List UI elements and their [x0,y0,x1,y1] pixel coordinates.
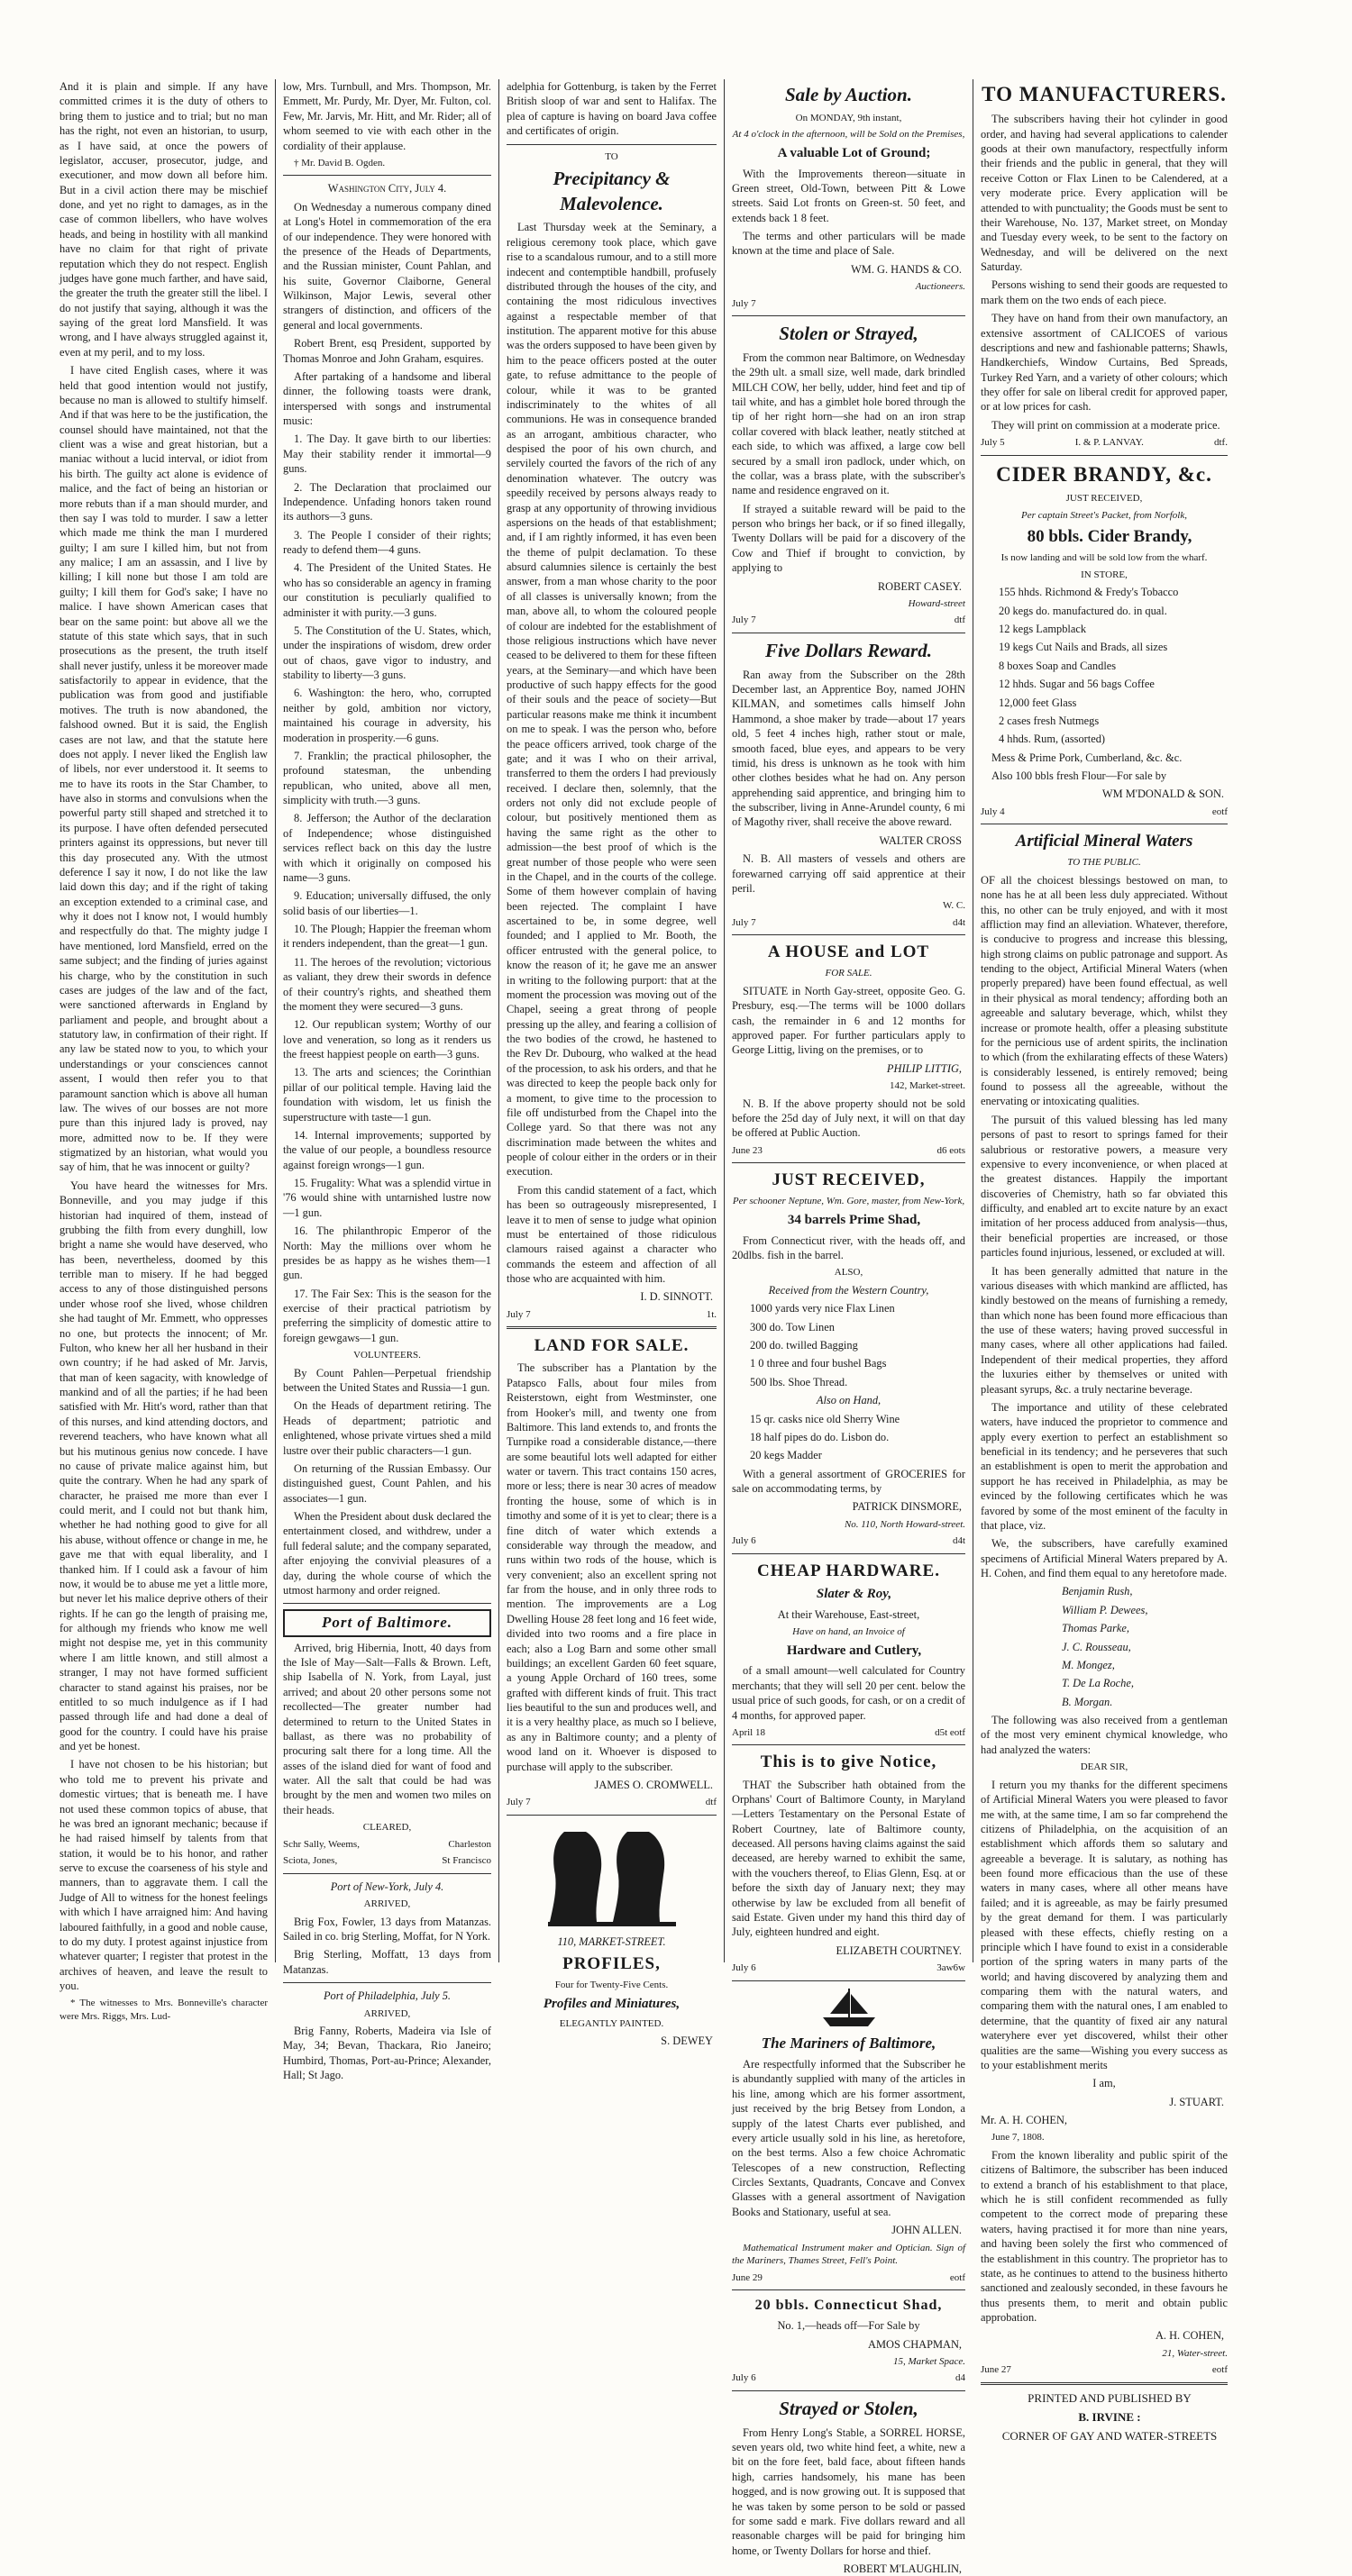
footnote: † Mr. David B. Ogden. [294,157,386,168]
signature: ROBERT M'LAUGHLIN, [843,2562,962,2576]
list-item: 8 boxes Soap and Candles [999,659,1117,672]
date: April 18 [732,1726,765,1738]
insertion-code: d4 [955,2372,965,2384]
toast: 2. The Declaration that proclaimed our Independence. Unfading honors taken round its authors—3 guns. [283,480,491,523]
insertion-code: dtf [954,614,965,626]
vessel: Sciota, Jones, [283,1855,338,1867]
date: June 29 [732,2271,763,2283]
insertion-code: d4t [952,1535,965,1547]
ad-heading: PROFILES, [562,1954,661,1974]
ad-body: The pursuit of this valued blessing has led many persons of past to resort to springs famed for their salubrious or restorative powers, a measure very expensive to every inconvenience, or when placed at the greatest distances. Happily the important discoveries of Chemistry, hath so far obviated this difficulty, and enabled art to excite nature by an exact imitation of her process adduced from analysis—thus, their beneficial properties are increased, or those particles found injurious, lessened, or excluded at will. [981,1113,1228,1260]
toast: 10. The Plough; Happier the freeman whom it renders independent, than the great—1 gun. [283,923,491,951]
list-item: Benjamin Rush, [1062,1585,1133,1598]
toast: 12. Our republican system; Worthy of our love and veneration, so long as it renders us the freest happiest people on earth—3 guns. [283,1018,491,1061]
ad-heading: TO MANUFACTURERS. [982,83,1227,105]
ad-body: From the common near Baltimore, on Wednesday the 29th ult. a small size, well made, dark brindled MILCH COW, her belly, udder, hind feet and tip of tail white, and has a gimblet hole bored through the tip of her right horn—she had on an iron strap collar covered with black leather, neatly stitched at each side, to which was affixed, a large cow bell secured by a small iron padlock, under which, on the collar, was a brass plate, with the subscriber's name and residence engraved on it. [732,350,965,497]
list-item: 20 kegs Madder [750,1449,822,1462]
insertion-code: dtf [705,1797,717,1808]
section-label: ARRIVED, [363,2007,411,2019]
ad-body: With a general assortment of GROCERIES for sale on accommodating terms, by [732,1467,965,1496]
ad-heading: CHEAP HARDWARE. [757,1561,940,1580]
imprint-line: PRINTED AND PUBLISHED BY [1028,2390,1192,2405]
silhouette-profiles-icon [544,1823,680,1931]
ad-line: Per captain Street's Packet, from Norfolk, [1021,509,1187,521]
list-item: 155 hhds. Richmond & Fredy's Tobacco [999,586,1179,599]
ad-body: They will print on commission at a moderate price. [991,418,1220,432]
article-paragraph: When the President about dusk declared the entertainment closed, and withdrew, under a full federal salute; and the company separated, after enjoying the convivial pleasures of a day, during the whole course of which the utmost harmony and order reigned. [283,1510,491,1597]
article-paragraph: After partaking of a handsome and liberal dinner, the following toasts were drank, interspersed with songs and instrumental music: [283,369,491,428]
ad-dateline [981,436,1228,450]
list-item: 2 cases fresh Nutmegs [999,714,1100,727]
ad-line: A valuable Lot of Ground; [777,145,931,160]
insertion-code: d4t [952,916,965,928]
ad-body: Mathematical Instrument maker and Optician. Sign of the Mariners, Thames Street, Fell's Point. [732,2242,965,2267]
signature: S. DEWEY [661,2034,713,2048]
cleared-row [283,1854,491,1868]
ad-body: Are respectfully informed that the Subscriber he is abundantly supplied with many of the articles in his line, among which are his former assortment, just received by the brig Betsey from London, a supply of the latest Charts ever published, and every article usually sold in his line, as heretofore, on the best terms. Also a few choice Achromatic Telescopes of a new construction, Reflecting Circles Sextants, Quadrants, Concave and Convex Glasses with a general assortment of Navigation Books and Stationary, useful at sea. [732,2058,965,2218]
toast: 7. Franklin; the practical philosopher, the profound statesman, the unbending republican, who united, above all men, simplicity with truth.—3 guns. [283,749,491,807]
ad-body: Ran away from the Subscriber on the 28th December last, an Apprentice Boy, named JOHN KILMAN, and sometimes calls himself John Hammond, a shoe maker by trade—about 17 years old, 5 feet 4 inches high, rather stout or male, smooth faced, blue eyes, and appears to be very timid, his dress is unknown as he took with him other clothes besides what he had on. Any person apprehending said apprentice, and bringing him to the subscriber, living in Anne-Arundel county, 6 mi of Magothy river, shall receive the above reward. [732,668,965,829]
ad-heading: CIDER BRANDY, &c. [996,462,1212,486]
vessel: Schr Sally, Weems, [283,1838,360,1850]
article-paragraph: Brig Fox, Fowler, 13 days from Matanzas. Sailed in co. brig Sterling, Moffat, for N York. [283,1915,491,1943]
section-label: CLEARED, [362,1822,412,1834]
ad-body: From Connecticut river, with the heads off, and 20dlbs. fish in the barrel. [732,1233,965,1262]
list-item: 4 hhds. Rum, (assorted) [999,733,1106,746]
ad-heading: Stolen or Strayed, [779,323,918,345]
insertion-code: 3aw6w [936,1962,965,1974]
article-paragraph: From this candid statement of a fact, which has been so outrageously misrepresented, I leave it to men of sense to judge what opinion must be entertained of those ridiculous clamours raised against a character who commands the esteem and affection of all those who are acquainted with him. [507,1183,717,1286]
divider [732,2390,965,2391]
ad-line: Mr. A. H. COHEN, [981,2114,1068,2126]
article-paragraph: By Count Pahlen—Perpetual friendship between the United States and Russia—1 gun. [283,1366,491,1395]
signature-initials: W. C. [943,900,965,912]
destination: St Francisco [442,1855,491,1867]
ad-line: DEAR SIR, [1080,1761,1128,1773]
date: June 27 [981,2364,1011,2376]
signature: AMOS CHAPMAN, [868,2337,962,2351]
signature-address: 15, Market Space. [892,2355,965,2367]
signature: ROBERT CASEY. [877,579,962,593]
article-paragraph: On the Heads of department retiring. The Heads of department; patriotic and enlightened, whose private virtues shed a mild lustre over their public characters—1 gun. [283,1399,491,1457]
ad-body: Persons wishing to send their goods are requested to mark them on the two ends of each piece. [981,278,1228,306]
ad-body: The following was also received from a gentleman of the most very eminent chymical knowledge, who had analyzed the waters: [981,1714,1228,1756]
ad-line: ELEGANTLY PAINTED. [559,2017,664,2029]
toast: 11. The heroes of the revolution; victorious as valiant, they drew their swords in defence of their country's rights, and sheathed them the moment they were secured—3 guns. [283,955,491,1013]
insertion-code: eotf [949,2271,965,2283]
list-item: B. Morgan. [1062,1695,1113,1708]
signature: JAMES O. CROMWELL. [594,1778,713,1791]
divider [283,1982,491,1983]
article-paragraph: Robert Brent, esq President, supported by Thomas Monroe and John Graham, esquires. [283,337,491,365]
ad-line: June 7, 1808. [991,2132,1045,2144]
ad-dateline [732,2271,965,2285]
signature-address: 142, Market-street. [890,1080,965,1092]
divider [732,315,965,316]
list-item: Thomas Parke, [1062,1622,1130,1635]
dateline: Washington City, July 4. [327,182,447,196]
divider [732,1744,965,1745]
ad-line: IN STORE, [1081,569,1128,580]
port-subheading: Port of Philadelphia, July 5. [323,1989,452,2003]
signature: I. & P. LANVAY. [1074,437,1144,449]
ad-dateline [732,1534,965,1548]
toast: 13. The arts and sciences; the Corinthian pillar of our political temple. Having laid the foundation with wisdom, let us finish the superstructure with taste—1 gun. [283,1066,491,1124]
column-1 [52,79,276,2022]
signature: JOHN ALLEN. [891,2224,962,2237]
section-label: VOLUNTEERS. [353,1350,421,1361]
signature: PHILIP LITTIG, [886,1061,962,1075]
date: July 7 [507,1797,531,1808]
list-item: William P. Dewees, [1062,1603,1148,1616]
toast: 16. The philanthropic Emperor of the North: May the millions over whom he presides be as happy as he wishes them—1 gun. [283,1224,491,1282]
ad-line: I am, [1092,2077,1116,2090]
imprint-printer: B. IRVINE : [1078,2409,1141,2424]
article-paragraph: I have not chosen to be his historian; but who told me to prevent his private and domestic virtues; that is beneath me. I have not used these common topics of abuse, that he was bred an ignorant mechanic; because if he had raised himself by talents from that station, it would be to his honor, and rather serve to excuse the coarseness of his style and manners, than to aggravate them. I call the Judge of All to witness for the honest feelings with which I have arraigned him: And having laboured faithfully, in a good and noble cause, to do my duty. I protest against injustice from whatever quarter; I register that protest in the archives of heaven, and leave the result to you. [59,1758,268,1992]
article-paragraph: On Wednesday a numerous company dined at Long's Hotel in commemoration of the era of our independence. They were honored with the presence of the Heads of Departments, and the Russian minister, Count Pahlan, and his suite, Governor Claiborne, General Wilkinson, Major Lewis, several other strangers of distinction, and officers of the general and local governments. [283,200,491,332]
column-3 [499,79,725,2048]
heading-to: TO [605,150,618,162]
ad-line: 80 bbls. Cider Brandy, [1027,527,1192,547]
ad-body: Also 100 bbls fresh Flour—For sale by [991,769,1167,782]
insertion-code: eotf [1211,2364,1228,2376]
date: July 6 [732,2372,756,2384]
ad-body: The importance and utility of these celebrated waters, have induced the proprietor to commence and apply every exertion to perfect an establishment so beneficial in its tendency; and he perseveres that such an establishment is open to merit the approbation and support he has received in Philadelphia, as may be evinced by the following certificates which he was favored by some of the most eminent of the faculty in that place, viz. [981,1400,1228,1532]
ad-heading: This is to give Notice, [760,1752,937,1772]
ad-address: 110, MARKET-STREET. [557,1934,666,1948]
ad-body: The terms and other particulars will be made known at the time and place of Sale. [732,230,965,258]
signature-address: 21, Water-street. [1162,2347,1228,2359]
ad-line: Received from the Western Country, [768,1283,929,1297]
signature: WALTER CROSS [879,833,962,847]
ad-heading: Sale by Auction. [785,84,912,105]
ad-dateline [507,1796,717,1809]
port-heading: Port of Baltimore. [283,1609,491,1636]
section-label: ARRIVED, [363,1898,411,1910]
date: July 4 [981,806,1005,817]
article-heading: Precipitancy & Malevolence. [553,168,671,214]
toast: 17. The Fair Sex: This is the season for the exercise of their practical patriotism by preferring the simplicity of domestic attire to foreign gewgaws—1 gun. [283,1287,491,1344]
ad-dateline [981,806,1228,819]
list-item: M. Mongez, [1062,1658,1115,1671]
ad-heading: The Mariners of Baltimore, [761,2034,936,2052]
ad-body: OF all the choicest blessings bestowed on man, to none has he at all been less duly appreciated. Without this, no other can be truly enjoyed, and with it most affliction may find an alleviation. Whatever, therefore, is conducive to progress and increase this blessing, high strong claims on public patronage and support. As tending to the object, Artificial Mineral Waters (when properly prepared) have been found effectual, as well in their physical as moral tendency; affording both an agreeable and salutary beverage, which, whilst they increase or promote health, offer a pleasing substitute for the pernicious use of ardent spirits, the inclination to which (from the exhilarating effects of these Waters) is considerably lessened, is entirely removed; being found to possess all the agreeable, without the enervating or intoxicating qualities. [981,873,1228,1108]
list-item: 20 kegs do. manufactured do. in qual. [999,604,1167,617]
article-paragraph: I have cited English cases, where it was held that good intention would not justify, because no man is allowed to stultify himself. And if that was here to be the justification, the counsel should have maintained, not that the client was a wise and great historian, but a maniac without a lucid interval, or idiot from his birth. The guilty act alone is evidence of malice, and the fact of being an historian or more rebuts than if a man should murder, and then say I was told to murder. I saw a letter which made me think the man I murdered guilty; I am sure I killed him, but not from any malice; I am an assassin, and I live by killing; I kill none but those I am told are guilty; I kill them for God's sake; I have no malice. I have shown American cases that bear on the same point: but above all we the statute of this state which says, that in such prosecutions as the present, the truth itself shall never justify, unless it be moreover made satisfactorily to appear in evidence, that the publication was from good and justifiable motives. The truth is now abandoned, the falshood owned. But it is said, the English cases are not law, and that the statute here does not apply. I never liked the English law of libels, nor ever understood it. It seems to me to have its roots in the Star Chamber, to have also in storms and convulsions when the powerful party still shaped and stretched it to its purpose. I have often defended persecuted printers against its oppressions, but never till this day prosecuted any. With the utmost deference I say it now, I do not like the law laid down this day; and if the right of taking an exception extended to a criminal case, and why it does not I know not, I would humbly and respectfully do that. The mighty judge I have mentioned, lord Mansfield, erred on the same subject; and the finding of juries against his charge, who by the constitution in such cases are judges of the law and of the fact, were sanctioned afterwards in England by parliament and people, and brought about a statutory law, in confirmation of their right. If any law be stated now to you, to which your understandings or your consciences cannot assent, I would then refer you to that paramount sanction which is above all human law. The wives of our bosses are not more pure than this injured lady is proved, nay more, admitted now to be. If they were stigmatized by an historian, what would you say of him, that he was innocent or guilty? [59,364,268,1174]
column-4 [725,79,973,2576]
toast: 6. Washington: the hero, who, corrupted neither by gold, ambition nor victory, maintained his courage in adversity, his moderation in prosperity.—6 guns. [283,687,491,744]
ad-line: 34 barrels Prime Shad, [787,1212,921,1227]
ad-line: TO THE PUBLIC. [1067,857,1141,869]
ad-body: They have on hand from their own manufactory, an extensive assortment of CALICOES of various descriptions and new and fashionable patterns; Shawls, Handkerchiefs, Window Curtains, Bed Spreads, Turkey Red Yarn, and a variety of other colours; which they offer for sale on liberal credit for approved paper, or at low prices for cash. [981,312,1228,414]
ad-line: FOR SALE. [825,968,872,979]
divider [732,2289,965,2290]
divider [732,1553,965,1554]
ad-body: The subscribers having their hot cylinder in good order, and having had several applications to calender goods at their own manufactory, respectfully inform their friends and the public in general, that they will receive Cotton or Flax Linen to be Calendered, at a very moderate price. Every application will be attended to with punctuality; the Goods must be sent to their Warehouse, No. 137, Market street, on Monday and Tuesday every week, to be sent to the factory on Wednesday, and will be delivered on the next Saturday. [981,113,1228,274]
divider [283,175,491,176]
ad-line: At their Warehouse, East-street, [777,1607,920,1621]
list-item: J. C. Rousseau, [1062,1640,1131,1653]
ad-body: SITUATE in North Gay-street, opposite Geo. G. Presbury, esq.—The terms will be 1000 dollars cash, the remainder in 6 and 12 months for approved paper. For further particulars apply to George Littig, living on the premises, or to [732,984,965,1057]
ad-body: N. B. If the above property should not be sold before the 25d day of July next, it will on that day be offered at Public Auction. [732,1097,965,1140]
date: July 7 [732,297,756,309]
insertion-code: eotf [1211,806,1228,817]
signature: PATRICK DINSMORE, [852,1500,962,1514]
ad-line: Also on Hand, [816,1394,882,1407]
ad-heading: 20 bbls. Connecticut Shad, [754,2298,943,2314]
signature: ELIZABETH COURTNEY. [836,1943,962,1957]
date: July 6 [732,1535,756,1547]
ad-body: of a small amount—well calculated for Country merchants; that they will sell 20 per cent. below the usual price of such goods, for cash, or on a credit of 4 months, for approved paper. [732,1664,965,1722]
toast: 15. Frugality: What was a splendid virtue in '76 would shine with untarnished lustre now—1 gun. [283,1177,491,1219]
article-paragraph: Arrived, brig Hibernia, Inott, 40 days from the Isle of May—Salt—Falls & Brown. Left, ship Isabella of N. York, from Layal, just arrived; and about 20 other persons some not recollected—The greater number had determined to return to the United States in ballast, as there was no probability of procuring salt there for a long time. All the asses of the island died for want of food and water. All the salt that could be had was brought by the men and women two miles on their heads. [283,1641,491,1816]
ad-line: On MONDAY, 9th instant, [795,112,902,123]
article-paragraph: adelphia for Gottenburg, is taken by the Ferret British sloop of war and sent to Halifax. The plea of capture is having on board Java coffee and certificates of origin. [507,80,717,138]
signature: I. D. SINNOTT. [640,1290,713,1304]
imprint-address: CORNER OF GAY AND WATER-STREETS [1001,2429,1218,2444]
article-paragraph: Brig Sterling, Moffatt, 13 days from Matanzas. [283,1948,491,1976]
insertion-code: d6 eots [936,1144,965,1156]
divider [981,2382,1228,2385]
ad-dateline [732,916,965,930]
list-item: 200 do. twilled Bagging [750,1339,858,1352]
ad-dateline [981,2363,1228,2377]
article-paragraph: low, Mrs. Turnbull, and Mrs. Thompson, Mr. Emmett, Mr. Purdy, Mr. Dyer, Mr. Fulton, col. Few, Mr. Jarvis, Mr. Hitt, and Mr. Rider; all of whom seemed to vie with each other in the cordiality of their applause. [283,80,491,152]
list-item: 12,000 feet Glass [999,696,1077,709]
date: July 7 [507,1308,531,1320]
article-paragraph: Brig Fanny, Roberts, Madeira via Isle of May, 34; Bevan, Thackara, Rio Janeiro; Humbird, Thomas, Port-au-Prince; Alexander, Hall; St Jago. [283,2025,491,2082]
ad-line: Is now landing and will be sold low from the wharf. [1000,552,1208,564]
article-paragraph: And it is plain and simple. If any have committed crimes it is the duty of others to bring them to justice and to trial; but no man has the right, not even an historian, to usurp, as I have said, at once the powers of legislator, accuser, prosecutor, judge, and executioner, and mow down all before him. But in a civil action there may be mischief done, and yet no right to damages, as in the case of common libellers, who have wolves heads, and being in hostility with all mankind have no claim for that right of private reputation which they do not respect. English judges have gone much farther, and have said, the greater the truth the greater still the libel. I do not justify that saying, although it was the saying of the great lord Mansfield. It was wrong, and I have always struggled against it, even at my peril, and to my loss. [59,80,268,359]
ad-heading: A HOUSE and LOT [767,942,930,962]
divider [507,144,717,145]
ad-body: With the Improvements thereon—situate in Green street, Old-Town, between Pitt & Lowe streets. Said Lot fronts on Green-st. 50 feet, and extends back 1 8 feet. [732,167,965,224]
ad-body: I return you my thanks for the different specimens of Artificial Mineral Waters you were pleased to favor me with, at the same time, I am so far comprehend the citizens of Philadelphia, on the acquisition of an establishment which affords them so salutary and agreeable a beverage. It is salutary, as nothing has been found more efficacious than the use of these waters in many cases, where all other means have failed; and it is agreeable, as may be fairly presumed by the great demand for them. I was particularly pleased with these effects, chiefly resting on a principle which I have found to exist in a considerable portion of the spring waters in many parts of the world; and having discovered by analyzing them and comparing them with the natural waters, and comparing them with the natural ones, I am enabled to determine, that the quantity of fixed air any natural wateryhere ever yet discovered, whilst their other qualities are the same—Wishing you every success as to your establishment merits [981,1778,1228,2071]
divider [283,1603,491,1604]
date: July 5 [981,437,1005,449]
list-item: 15 qr. casks nice old Sherry Wine [750,1412,900,1425]
signature-title: Howard-street [908,597,965,609]
article-paragraph: You have heard the witnesses for Mrs. Bonneville, and you may judge if this historian had inquired of them, instead of grubbing the filth from every dunghill, low bright a name she would have deserved, who has been, nevertheless, doomed by this terrible man to misery. If he had begged access to any of those distinguished persons under whose roof she lived, whose children she had taught of Mr. Emmett, who oppresses no one, but protects the innocent; of Mr. Fulton, who knew her all her husband in their own country; if he had asked of Mr. Jarvis, that man of keen sagacity, with knowledge of mankind and of all the parties; if he had been satisfied with Mr. Hitt's word, rather than that of this nurses, and kind attending doctors, and reverend teachers, who have known what all but his mutinous genius now concede. I have no cause of private malice against him, but quite the contrary. When he had any spark of character, he praised me more than ever I could merit, and I could not but thank him, whether he had nothing good to give for all his abuse, without offence or change in me, he gave me that with equal liberality, and I thanked him. If I could ask a favour of him now, it would be to abuse me yet a little more, but never let his malice deprive others of their rights. If he can go the length of praising me, for although my friends who know me well might not despise me, yet in this community where I am little known, and still almost a stranger, I may not have formed sufficient character to stand against his praises, nor be entitled to so much indulgence as if I had passed through life and had done a deal of good for the country. I could have his praise and yet be honest. [59,1179,268,1752]
list-item: 19 kegs Cut Nails and Brads, all sizes [999,641,1168,654]
article-paragraph: On returning of the Russian Embassy. Our distinguished guest, Count Pahlen, and his associates—1 gun. [283,1461,491,1505]
ad-heading: LAND FOR SALE. [534,1336,690,1356]
divider [507,1326,717,1329]
ad-body: From Henry Long's Stable, a SORREL HORSE, seven years old, two white hind feet, a white, new a bit on the fore feet, bald face, about fifteen hands high, carries handsomely, his mane has been hogged, and is now growing out. It is supposed that he was taken by some person to be sold or passed for some sadd e mark. Five dollars reward and all reasonable charges will be paid for bringing him home, or Twenty Dollars for horse and thief. [732,2426,965,2557]
ad-dateline [732,614,965,627]
list-item: T. De La Roche, [1062,1677,1134,1690]
divider [283,1873,491,1874]
list-item: 500 lbs. Shoe Thread. [750,1375,848,1388]
ship-icon [818,1987,881,2028]
list-item: 18 half pipes do do. Lisbon do. [750,1430,890,1443]
signature: WM M'DONALD & SON. [1101,787,1224,801]
ad-body: N. B. All masters of vessels and others are forewarned carrying off said apprentice at their peril. [732,852,965,895]
ad-line: Have on hand, an Invoice of [792,1626,905,1638]
divider [732,1162,965,1163]
ad-line: At 4 o'clock in the afternoon, will be Sold on the Premises, [732,129,965,141]
ad-dateline [732,1144,965,1158]
ad-dateline [732,1962,965,1975]
ad-body: Mess & Prime Pork, Cumberland, &c. &c. [991,751,1183,764]
toast: 1. The Day. It gave birth to our liberties: May their stability render it immortal—9 guns. [283,432,491,476]
ad-body: If strayed a suitable reward will be paid to the person who brings her back, or if so fined illegally, Twenty Dollars will be paid for a discovery of the Cow and Thief if brought to conviction, by applying to [732,502,965,575]
insertion-code: dtf. [1214,437,1228,449]
cleared-row [283,1838,491,1852]
ad-dateline [732,1726,965,1740]
port-subheading: Port of New-York, July 4. [330,1880,444,1893]
footnote: * The witnesses to Mrs. Bonneville's character were Mrs. Riggs, Mrs. Lud- [59,1998,268,2022]
list-item: 300 do. Tow Linen [750,1320,835,1334]
destination: Charleston [448,1838,491,1850]
signature: A. H. COHEN, [1155,2329,1224,2343]
signature: J. STUART. [1169,2095,1224,2108]
divider [981,455,1228,456]
ad-line: JUST RECEIVED, [1065,493,1143,505]
column-2 [276,79,499,2082]
divider [732,934,965,935]
ad-line: Profiles and Miniatures, [543,1996,681,2011]
date: July 6 [732,1962,756,1974]
article-paragraph: Last Thursday week at the Seminary, a religious ceremony took place, which gave rise to a scandalous rumour, and to a still more indecent and contemptible handbill, profusely distributed through the houses of the city, and containing the most ridiculous invectives against a respectable member of that institution. The apparent motive for this abuse was the orders supposed to have been given by him to the peace officers posted at the outer gate, to refuse admittance to the people of colour, while it was to be granted indiscriminately to the whites of all communions. He was in consequence branded as an arrogant, ambitious character, who despised the poor of his own church, and servilely courted the favors of the rich of any denomination whatever. The outcry was speedily received by persons always ready to grasp at any opportunity of throwing invidious aspersions on the heads of that establishment; and, if I am rightly informed, it has even been the theme of pulpit declamation. To these absurd calumnies silence is certainly the best answer, from a man whose charity to the poor of all classes is universally known; from the man, above all, to whom the coloured people of colour are indebted for the establishment of those religious instructions which have never ceased to be delivered to them for these fifteen years, at the Seminary—and which have been productive of such happy effects for the good of their souls and the peace of society—But particular reasons make me think it incumbent on me to speak. I was the person who, before the peace officers arrived, took charge of the gate; and it was I who on their arrival, transferred to them the orders I had previously received. I declare then, solemnly, that the orders not only did not exclude people of colour, but positively mentioned them as having the same right as the other to admission—the best proof of which is the great number of those people who were seen in the Chapel, and in the courts of the college. Some of them however complain of having been rejected. The complaint I have ascertained to be, in some degree, well founded; and I applied to Mr. Booth, the officer entrusted with the general police, to know the reason of it; he gave me an answer in writing to the following purport: that at the moment the procession was moving out of the Chapel, seeing a great throng of people pressing up the alley, and fearing a collision of the two bodies of the crowd, he hastened to the Rev Dr. Dubourg, who walked at the head of the procession, to ask his orders, and that he was directed to keep the people back only for a moment, to give time to the procession to file off undisturbed from the Chapel into the College yard. So that there was not any discrimination made between the whites and people of colour either in the orders or in their execution. [507,221,717,1179]
ad-heading: JUST RECEIVED, [772,1170,926,1190]
toast: 3. The People I consider of their rights; ready to defend them—4 guns. [283,528,491,557]
ad-line: Per schooner Neptune, Wm. Gore, master, from New-York, [732,1196,965,1207]
ad-dateline [732,297,965,311]
column-5 [973,79,1235,2444]
divider [507,1815,717,1816]
ad-dateline [507,1308,717,1322]
ad-line: Slater & Roy, [816,1586,892,1601]
date: July 7 [732,916,756,928]
date: June 23 [732,1144,763,1156]
date: July 7 [732,614,756,626]
toast: 9. Education; universally diffused, the only solid basis of our liberties—1. [283,889,491,917]
list-item: 12 hhds. Sugar and 56 bags Coffee [999,678,1155,691]
signature-address: No. 110, North Howard-street. [844,1518,965,1530]
ad-heading: Five Dollars Reward. [765,639,932,661]
ad-line: ALSO, [834,1267,863,1279]
signature-title: Auctioneers. [915,281,965,293]
ad-heading: Artificial Mineral Waters [1015,832,1193,851]
ad-body: It has been generally admitted that nature in the various diseases with which mankind are afflicted, has kindly bestowed on the means of furnishing a remedy, than which none has been found more efficacious than the use of these waters; having proved successful in many cases, where all other applications had failed. Independent of their medical properties, they afford the luxuries either by themselves or united with pleasant syrups, &c. a truly nectarine beverage. [981,1264,1228,1396]
toast: 5. The Constitution of the U. States, which, under the inspirations of wisdom, drew order out of chaos, gave vigor to industry, and stability to liberty—3 guns. [283,624,491,682]
ad-body: From the known liberality and public spirit of the citizens of Baltimore, the subscriber has been induced to extend a branch of his establishment to that place, which he is still confident recommended as fully competent to the correct mode of preparing these waters, having practised it for more than nine years, and having been solely the first who commenced of the establishment in this country. The proprietor has to state, as he continues to attend to the business hitherto sanctioned and zealously seconded, in these favours he thus presents them, to merit and obtain public approbation. [981,2148,1228,2325]
ad-body: We, the subscribers, have carefully examined specimens of Artificial Mineral Waters prepared by A. H. Cohen, and find them equal to any heretofore made. [981,1537,1228,1580]
ad-line: Hardware and Cutlery, [786,1643,922,1658]
list-item: 1000 yards very nice Flax Linen [750,1302,895,1315]
list-item: 1 0 three and four bushel Bags [750,1357,887,1370]
divider [732,1980,965,1981]
ad-line: Four for Twenty-Five Cents. [554,1980,669,1991]
signature: WM. G. HANDS & CO. [851,262,962,276]
list-item: 12 kegs Lampblack [999,623,1087,635]
toast: 4. The President of the United States. He who has so considerable an agency in framing our constitution is peculiarly qualified to administer it with purity.—3 guns. [283,561,491,619]
ad-heading: Strayed or Stolen, [779,2397,918,2419]
ad-dateline [732,2371,965,2385]
toast: 8. Jefferson; the Author of the declaration of Independence; whose distinguished services reflect back on this day the lustre with which it originally on composed his name—3 guns. [283,812,491,884]
ad-body: THAT the Subscriber hath obtained from the Orphans' Court of Baltimore County, in Maryland—Letters Testamentary on the Personal Estate of Robert Courtney, late of Baltimore county, deceased. All persons having claims against the said deceased, are hereby warned to exhibit the same, with the vouchers thereof, to Elias Glenn, Esq. at or before the sixth day of January next; they may otherwise by law be excluded from all benefit of said Estate. Given under my hand this third day of July, eighteen hundred and eight. [732,1778,965,1939]
insertion-code: d5t eotf [935,1726,965,1738]
insertion-code: 1t. [706,1308,717,1320]
ad-line: No. 1,—heads off—For Sale by [777,2319,920,2333]
ad-body: The subscriber has a Plantation by the Patapsco Falls, about four miles from Reisterstown, eight from Westminster, one from Hooker's mill, and twenty one from Baltimore. This land extends to, and fronts the Turnpike road a considerable distance,—there are some beautiful lots well adapted for either water or tavern. This tract contains 150 acres, more or less; there is near 30 acres of meadow fronting the house, some of which is in timothy and some of it is yet to clear; there is a fine ditch of water which extends a considerable way through the meadow, and runs within two rods of the house, which is very convenient; also an excellent spring not far from the house, and in only three rods to mention. The improvements are a Log Dwelling House 28 feet long and 16 feet wide, divided into two rooms and a fire place in each; also a Log Barn and some other small buildings; an excellent Garden 60 feet square, a young Apple Orchard of 160 trees, some grafted with different kinds of fruit. This tract lies beautiful to the sun and produces well, and it is a very healthy place, as much so I believe, as any in Baltimore county; and a plenty of wood land on it. Whoever is disposed to purchase will apply to the subscriber. [507,1361,717,1773]
toast: 14. Internal improvements; supported by the value of our people, a boundless resource against foreign wrongs—1 gun. [283,1128,491,1171]
